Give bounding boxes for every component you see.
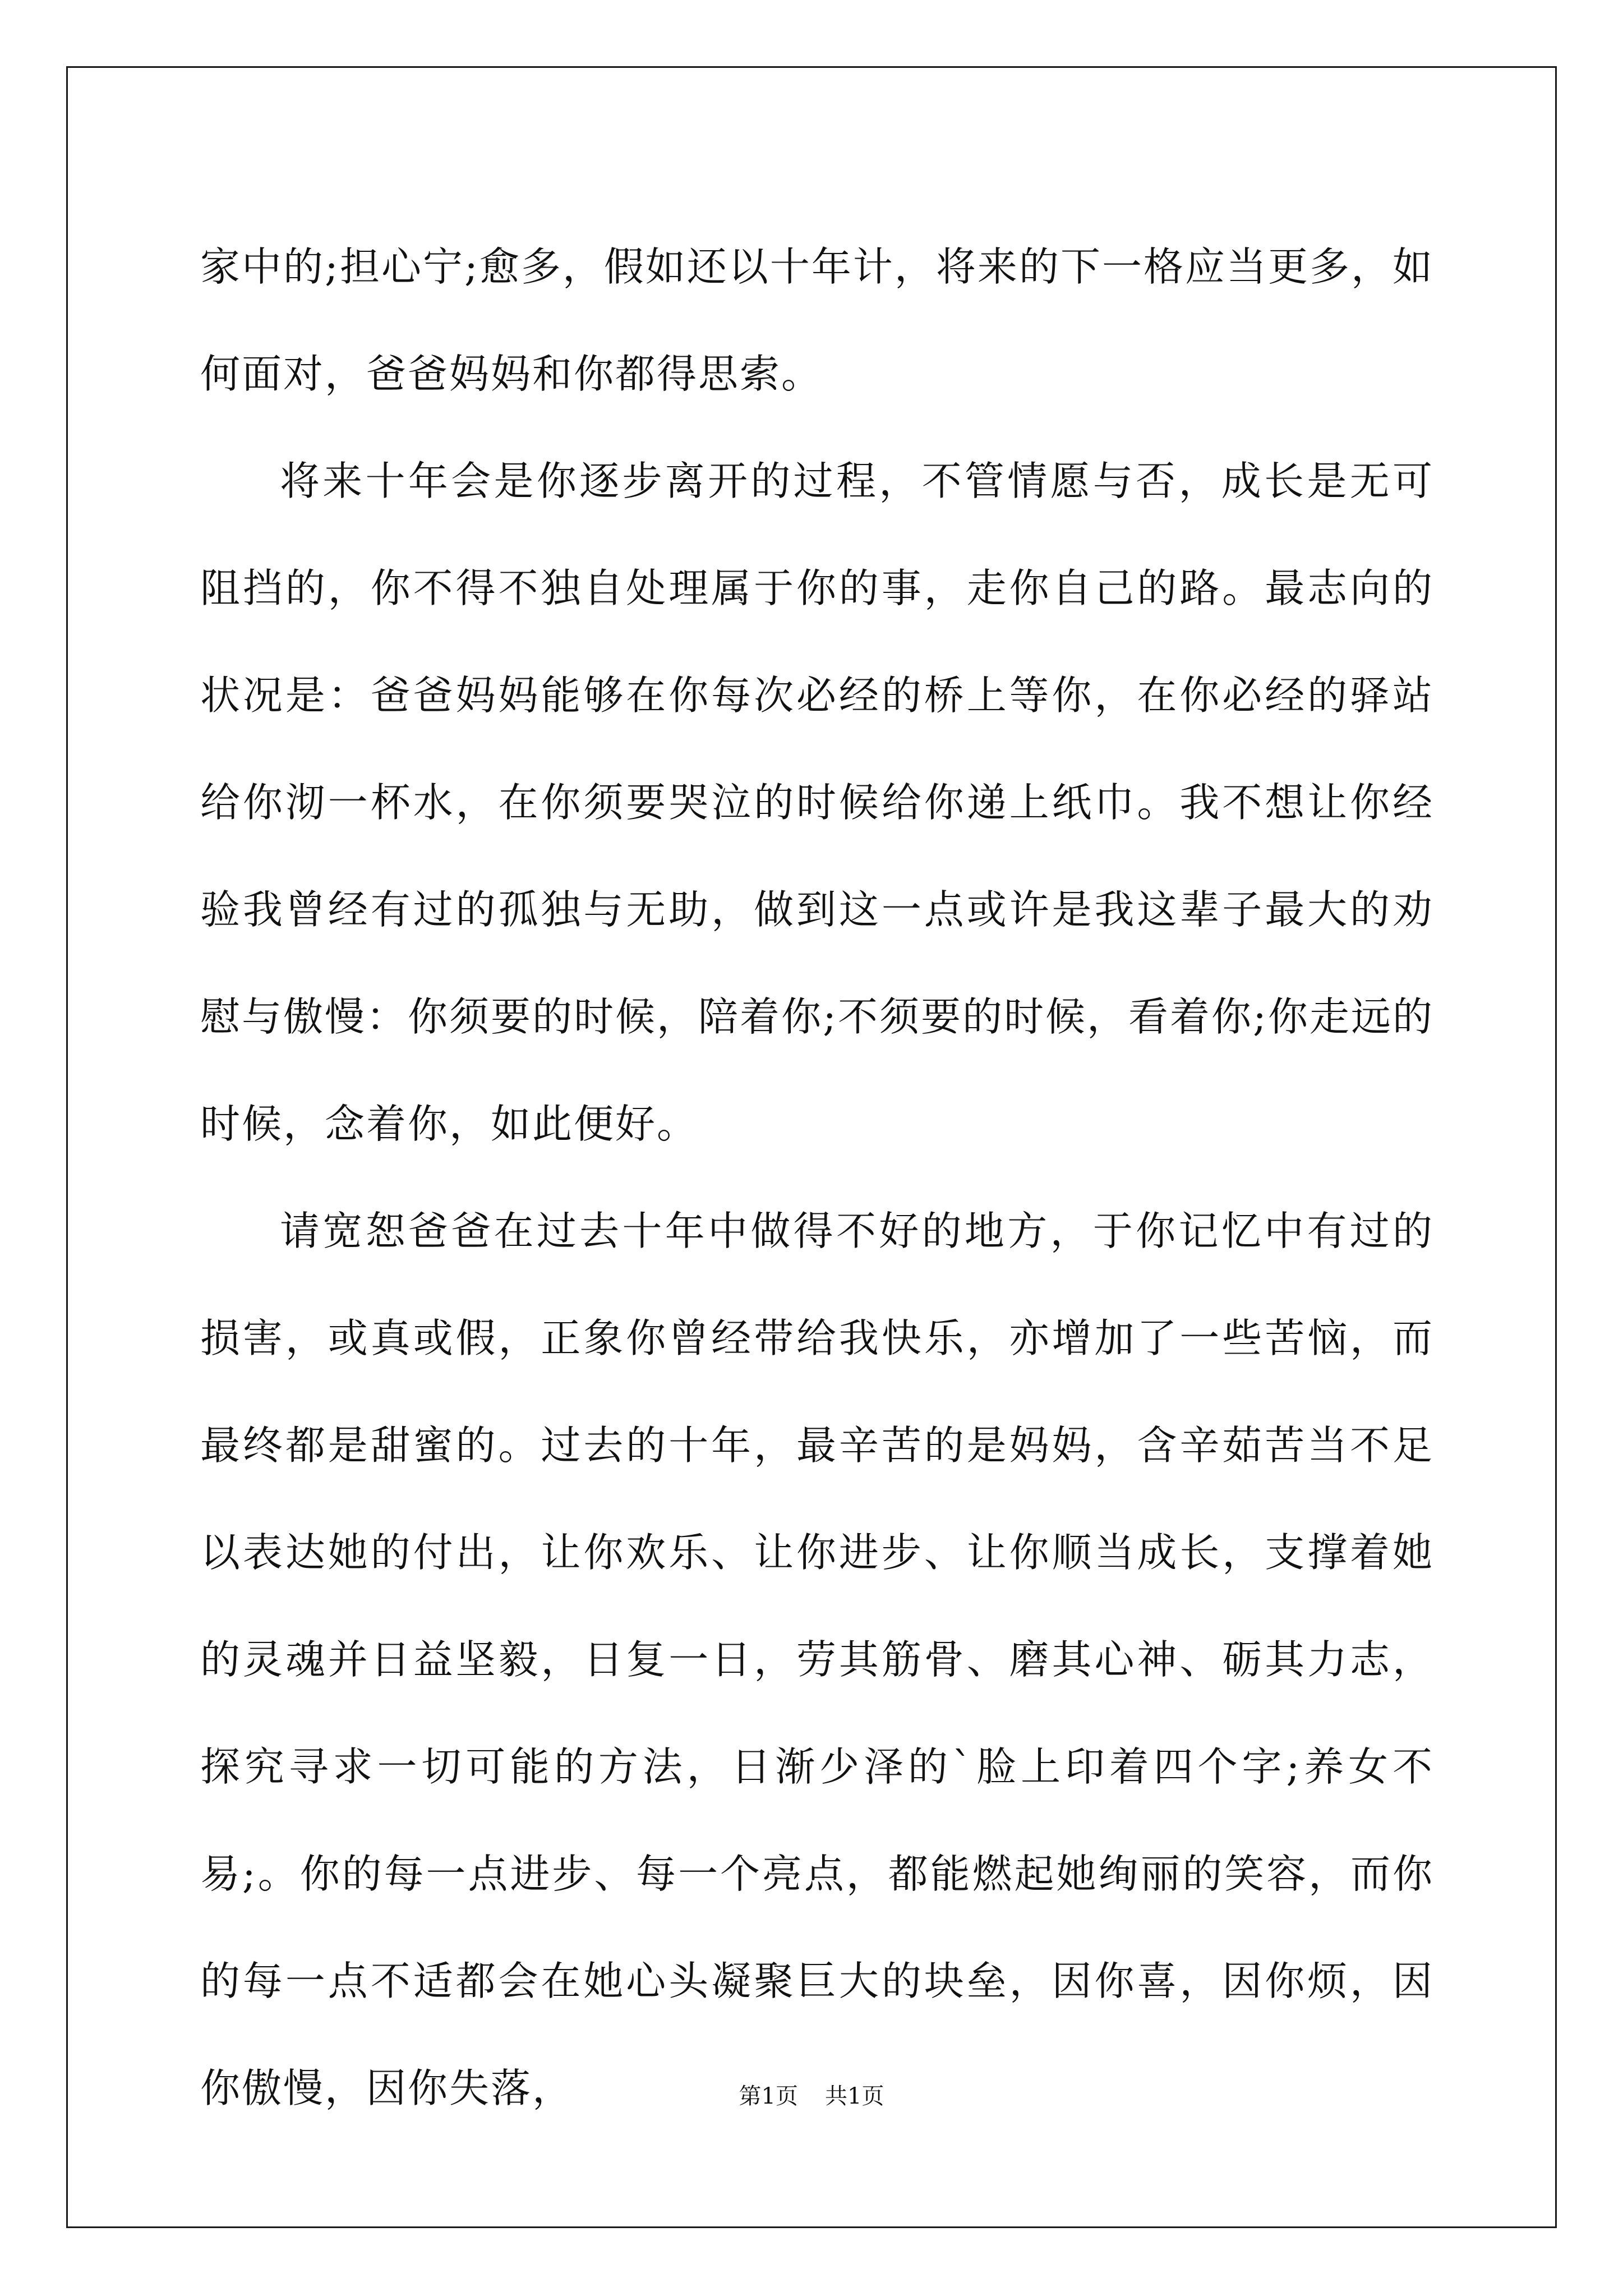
- page-footer: [0, 2082, 1623, 2110]
- paragraph-3: 请宽恕爸爸在过去十年中做得不好的地方，于你记忆中有过的损害，或真或假，正象你曾经带给我快乐，亦增加了一些苦恼，而最终都是甜蜜的。过去的十年，最辛苦的是妈妈，含辛茹苦当不足以表达她的付出，让你欢乐、让你进步、让你顺当成长，支撑着她的灵魂并日益坚毅，日复一日，劳其筋骨、磨其心神、砺其力志，探究寻求一切可能的方法，日渐少泽的`脸上印着四个字;养女不易;。你的每一点进步、每一个亮点，都能燃起她绚丽的笑容，而你的每一点不适都会在她心头凝聚巨大的块垒，因你喜，因你烦，因你傲慢，因你失落，: [200, 1208, 1434, 2111]
- document-body: [200, 213, 1434, 2142]
- paragraph-1: 家中的;担心宁;愈多，假如还以十年计，将来的下一格应当更多，如何面对，爸爸妈妈和你都得思索。: [200, 243, 1434, 397]
- page-number: 第1页: [739, 2083, 798, 2109]
- paragraph-2: 将来十年会是你逐步离开的过程，不管情愿与否，成长是无可阻挡的，你不得不独自处理属于你的事，走你自己的路。最志向的状况是：爸爸妈妈能够在你每次必经的桥上等你，在你必经的驿站给你沏一杯水，在你须要哭泣的时候给你递上纸巾。我不想让你经验我曾经有过的孤独与无助，做到这一点或许是我这辈子最大的劝慰与傲慢：你须要的时候，陪着你;不须要的时候，看着你;你走远的时候，念着你，如此便好。: [200, 458, 1434, 1147]
- page-total: 共1页: [825, 2083, 884, 2109]
